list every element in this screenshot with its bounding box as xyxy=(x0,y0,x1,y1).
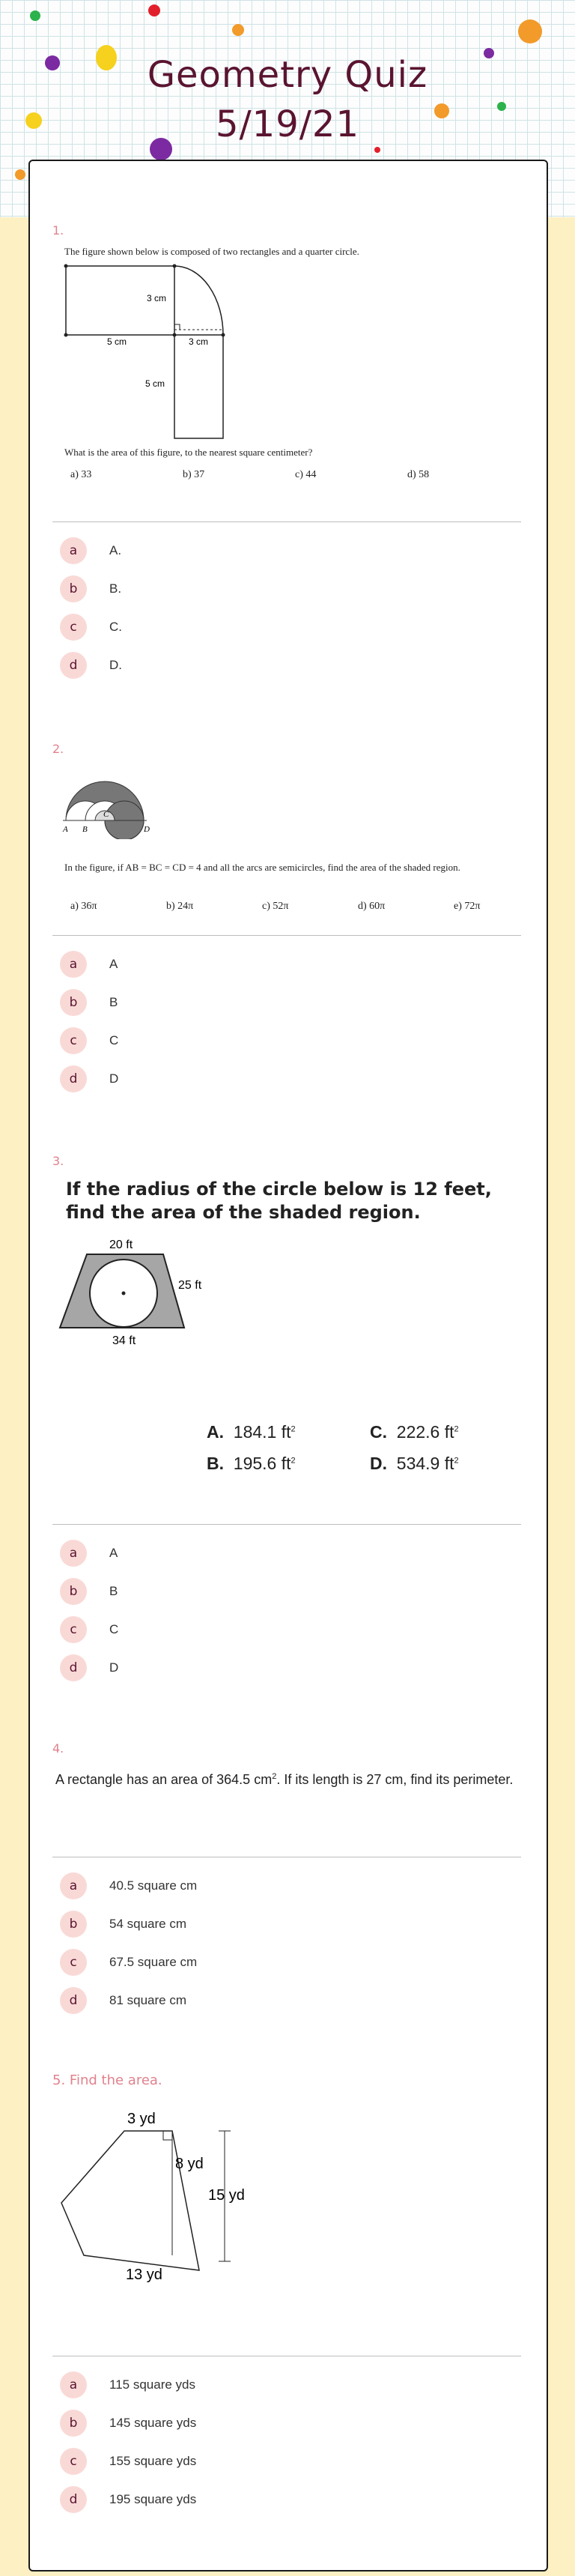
option-text: C xyxy=(109,1033,119,1047)
q4-option-a[interactable] xyxy=(60,1871,197,1901)
option-badge: a xyxy=(60,951,87,978)
option-badge: c xyxy=(60,1027,87,1054)
choice-sup: 2 xyxy=(290,1456,296,1466)
fig3-bottom: 34 ft xyxy=(112,1334,136,1347)
option-badge: d xyxy=(60,652,87,679)
fig3-side: 25 ft xyxy=(178,1279,202,1292)
fig2-label: C xyxy=(103,810,109,819)
option-text: 115 square yds xyxy=(109,2377,195,2392)
fig5-inner: 8 yd xyxy=(175,2156,204,2172)
option-text: 81 square cm xyxy=(109,1993,186,2007)
choice-letter: C. xyxy=(370,1422,387,1442)
fig1-top-dim: 3 cm xyxy=(147,293,167,303)
option-text: A. xyxy=(109,543,122,557)
divider xyxy=(52,521,521,522)
q1-choice: a) 33 xyxy=(70,469,92,480)
option-text: A xyxy=(109,1546,118,1560)
question-2-number: 2. xyxy=(52,742,64,756)
option-badge: b xyxy=(60,575,87,602)
q2-choice: c) 52π xyxy=(262,901,289,912)
q3-choice-d xyxy=(370,1454,459,1474)
question-5-figure xyxy=(57,2105,282,2293)
fig1-mid-dim: 3 cm xyxy=(189,336,209,347)
q1-option-c[interactable] xyxy=(60,612,122,642)
fig2-label: D xyxy=(144,825,150,834)
choice-letter: A. xyxy=(207,1422,224,1442)
q4-option-c[interactable] xyxy=(60,1947,197,1977)
q2-choice: a) 36π xyxy=(70,901,97,912)
question-4-prompt xyxy=(55,1767,527,1789)
option-badge: a xyxy=(60,1872,87,1899)
question-2-choices xyxy=(70,901,499,913)
option-badge: d xyxy=(60,1065,87,1092)
option-text: 155 square yds xyxy=(109,2454,197,2468)
option-badge: b xyxy=(60,989,87,1016)
option-badge: c xyxy=(60,1616,87,1643)
option-badge: d xyxy=(60,1654,87,1681)
question-5-number: 5. xyxy=(52,2072,66,2088)
q1-choice: b) 37 xyxy=(183,469,205,480)
q2-option-a[interactable] xyxy=(60,949,118,979)
q3-option-c[interactable] xyxy=(60,1615,118,1645)
fig5-bottom: 13 yd xyxy=(126,2267,162,2283)
choice-value: 195.6 ft xyxy=(233,1454,291,1473)
question-1-question: What is the area of this figure, to the nearest square centimeter? xyxy=(64,447,313,458)
option-badge: c xyxy=(60,1949,87,1976)
option-text: 40.5 square cm xyxy=(109,1878,198,1893)
question-3-prompt: If the radius of the circle below is 12 feet, find the area of the shaded region. xyxy=(66,1179,492,1223)
choice-letter: D. xyxy=(370,1454,387,1473)
choice-value: 222.6 ft xyxy=(396,1422,454,1442)
q1-choice: c) 44 xyxy=(295,469,317,480)
option-badge: b xyxy=(60,1578,87,1605)
q2-option-b[interactable] xyxy=(60,988,118,1018)
q4-option-b[interactable] xyxy=(60,1909,186,1939)
option-text: B. xyxy=(109,581,122,596)
q1-option-b[interactable] xyxy=(60,574,121,604)
q3-option-b[interactable] xyxy=(60,1576,118,1606)
quiz-date: 5/19/21 xyxy=(215,103,360,145)
option-text: D xyxy=(109,1071,119,1086)
option-badge: c xyxy=(60,614,87,641)
prompt-text: A rectangle has an area of 364.5 cm xyxy=(55,1772,273,1787)
fig5-right: 15 yd xyxy=(208,2187,245,2204)
fig2-label: A xyxy=(63,825,68,834)
choice-sup: 2 xyxy=(454,1424,459,1434)
option-text: 145 square yds xyxy=(109,2416,197,2430)
q2-choice: e) 72π xyxy=(454,901,481,912)
option-text: 195 square yds xyxy=(109,2492,197,2506)
fig1-lower-dim: 5 cm xyxy=(145,378,165,389)
divider xyxy=(52,1524,521,1525)
q4-option-d[interactable] xyxy=(60,1986,186,2016)
q1-choice: d) 58 xyxy=(407,469,430,480)
option-text: B xyxy=(109,1584,118,1598)
q3-choice-c xyxy=(370,1422,459,1442)
fig1-left-dim: 5 cm xyxy=(107,336,127,347)
option-badge: d xyxy=(60,2486,87,2513)
option-badge: c xyxy=(60,2448,87,2475)
q2-choice: b) 24π xyxy=(166,901,194,912)
option-badge: d xyxy=(60,1987,87,2014)
q2-choice: d) 60π xyxy=(358,901,386,912)
question-1-number: 1. xyxy=(52,223,64,238)
q5-option-a[interactable] xyxy=(60,2370,195,2400)
option-text: D. xyxy=(109,658,122,672)
divider xyxy=(52,935,521,936)
fig2-label: B xyxy=(82,825,88,834)
question-2-figure xyxy=(60,779,165,839)
option-badge: a xyxy=(60,1540,87,1567)
prompt-sup: 2 xyxy=(272,1772,277,1781)
option-text: 67.5 square cm xyxy=(109,1955,198,1969)
fig3-top: 20 ft xyxy=(109,1239,133,1251)
question-3-figure xyxy=(57,1235,222,1355)
q3-choice-a xyxy=(207,1422,296,1442)
choice-value: 184.1 ft xyxy=(233,1422,291,1442)
option-text: C xyxy=(109,1622,119,1636)
option-text: 54 square cm xyxy=(109,1917,186,1931)
question-2-prompt: In the figure, if AB = BC = CD = 4 and all the arcs are semicircles, find the area of the shaded region. xyxy=(64,862,460,873)
question-3-number: 3. xyxy=(52,1154,64,1168)
question-1-choices xyxy=(70,469,452,481)
q1-option-a[interactable] xyxy=(60,536,121,566)
question-5-title: Find the area. xyxy=(69,2072,162,2088)
question-5-heading xyxy=(52,2072,162,2088)
option-text: A xyxy=(109,957,118,971)
option-badge: b xyxy=(60,1911,87,1938)
q3-option-a[interactable] xyxy=(60,1538,118,1568)
option-text: D xyxy=(109,1660,119,1675)
q1-option-d[interactable] xyxy=(60,650,122,680)
fig5-top: 3 yd xyxy=(127,2111,156,2127)
option-badge: a xyxy=(60,537,87,564)
question-1-prompt: The figure shown below is composed of two rectangles and a quarter circle. xyxy=(64,246,359,257)
question-1-figure xyxy=(60,262,255,442)
choice-value: 534.9 ft xyxy=(396,1454,454,1473)
quiz-title: Geometry Quiz xyxy=(147,54,428,96)
choice-sup: 2 xyxy=(454,1456,459,1466)
question-4-number: 4. xyxy=(52,1741,64,1756)
prompt-text: . If its length is 27 cm, find its perimeter. xyxy=(276,1772,514,1787)
q5-option-c[interactable] xyxy=(60,2446,196,2476)
q3-choice-b xyxy=(207,1454,296,1474)
q5-option-b[interactable] xyxy=(60,2408,196,2438)
option-text: B xyxy=(109,995,118,1009)
choice-letter: B. xyxy=(207,1454,224,1473)
q3-option-d[interactable] xyxy=(60,1653,118,1683)
option-text: C. xyxy=(109,620,122,634)
option-badge: a xyxy=(60,2371,87,2398)
choice-sup: 2 xyxy=(290,1424,296,1434)
q2-option-d[interactable] xyxy=(60,1064,118,1094)
q2-option-c[interactable] xyxy=(60,1026,118,1056)
q5-option-d[interactable] xyxy=(60,2485,196,2515)
option-badge: b xyxy=(60,2410,87,2437)
